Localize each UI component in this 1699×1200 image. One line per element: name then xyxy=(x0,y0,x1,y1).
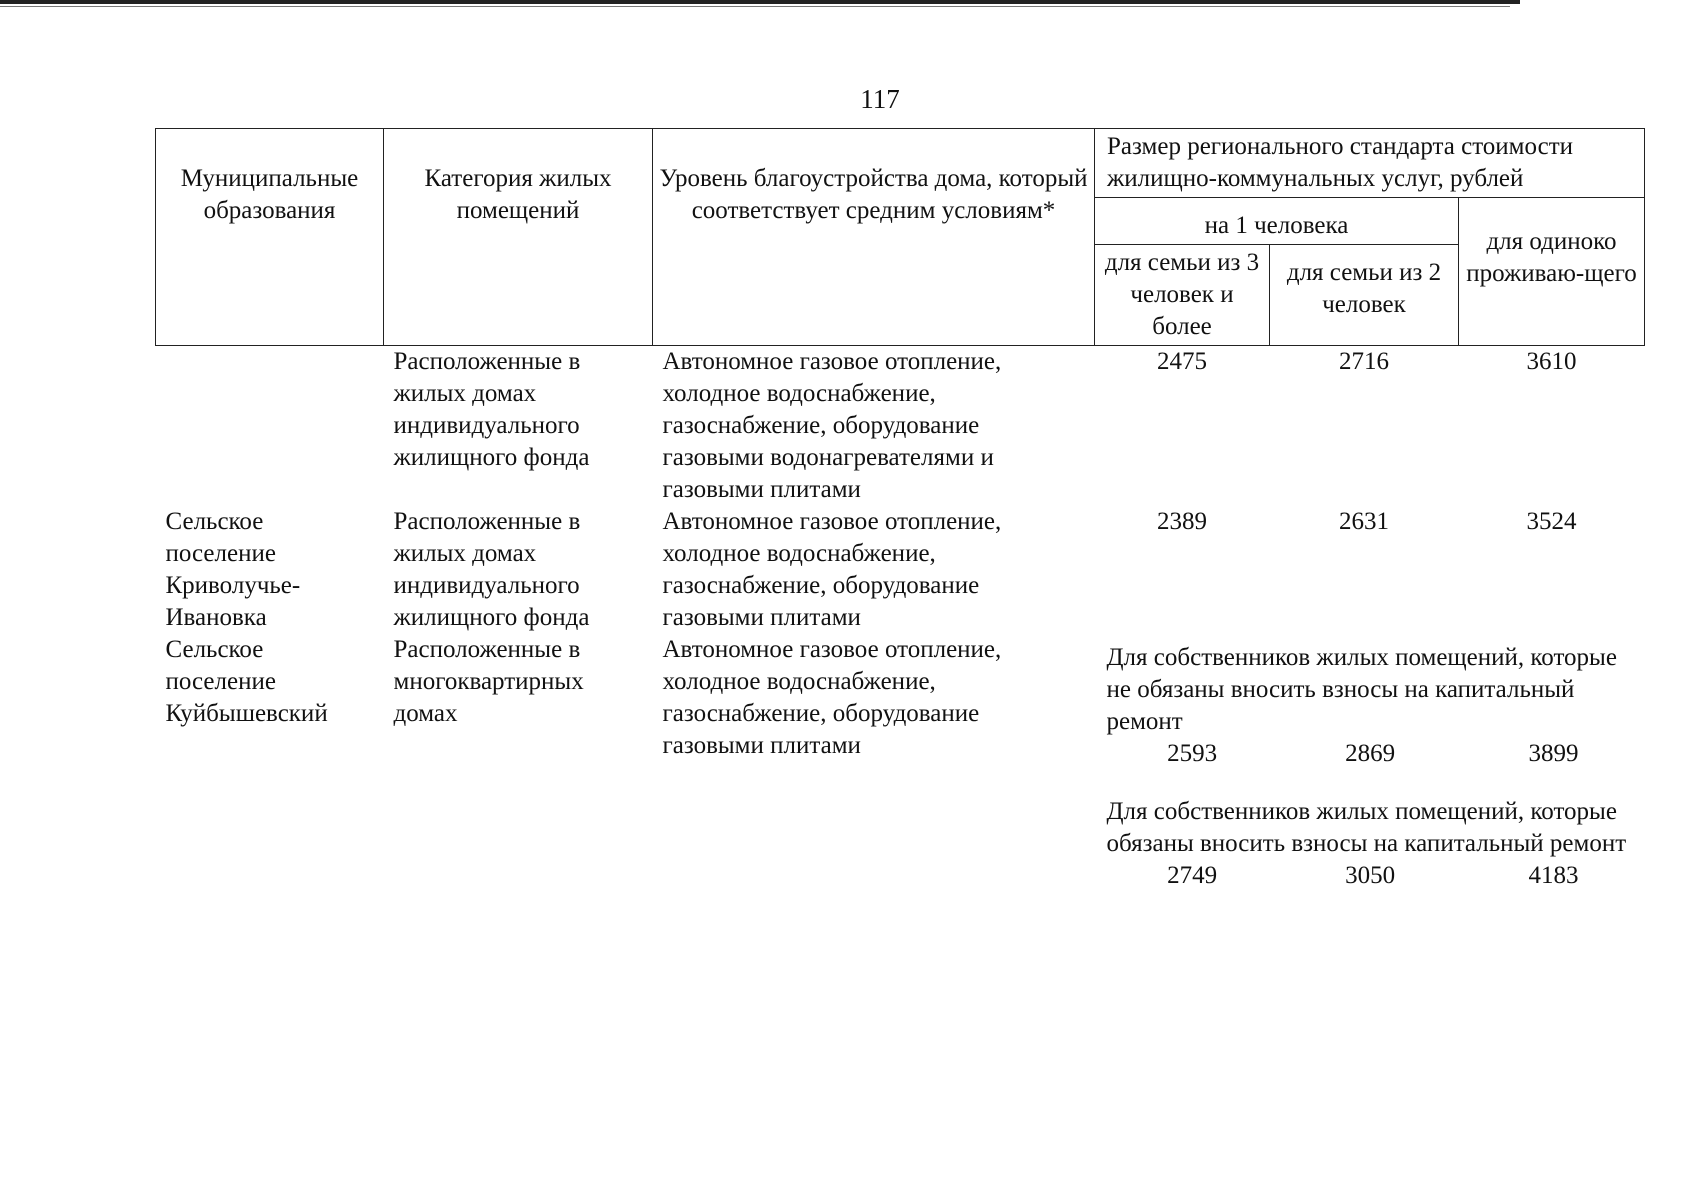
header-municipal: Муниципальные образования xyxy=(156,129,384,346)
note-values xyxy=(1107,860,1645,892)
owner-note-capital-repair xyxy=(1107,796,1645,892)
regional-standard-table xyxy=(155,128,1645,918)
cell-municipality: Сельское поселение Криволучье-Ивановка xyxy=(165,508,301,631)
value-family2: 2869 xyxy=(1345,740,1396,767)
value-single: 4183 xyxy=(1528,862,1579,889)
header-level: Уровень благоустройства дома, который соответствует средним условиям* xyxy=(653,129,1095,346)
header-family3: для семьи из 3 человек и более xyxy=(1095,245,1270,346)
cell-single: 3524 xyxy=(1526,508,1577,535)
cell-municipality xyxy=(156,346,384,507)
table-row xyxy=(156,506,1645,634)
header-per-person: на 1 человека xyxy=(1095,198,1459,245)
cell-category: Расположенные в многоквартирных домах xyxy=(393,636,584,727)
table-row xyxy=(156,346,1645,507)
cell-single: 3610 xyxy=(1526,348,1577,375)
note-values xyxy=(1107,738,1645,770)
page-number: 117 xyxy=(860,84,900,114)
cell-family3: 2389 xyxy=(1157,508,1207,535)
header-size: Размер регионального стандарта стоимости жилищно-коммунальных услуг, рублей xyxy=(1095,129,1645,198)
value-family3: 2749 xyxy=(1167,862,1218,889)
cell-level: Автономное газовое отопление, холодное водоснабжение, газоснабжение, оборудование газовыми плитами xyxy=(662,636,1002,759)
value-family2: 3050 xyxy=(1345,862,1396,889)
note-text: Для собственников жилых помещений, которые не обязаны вносить взносы на капитальный ремонт xyxy=(1106,644,1617,735)
top-border-line-thin xyxy=(0,6,1510,7)
value-family3: 2593 xyxy=(1167,740,1218,767)
header-category: Категория жилых помещений xyxy=(384,129,653,346)
owner-note-no-capital-repair xyxy=(1107,642,1645,770)
header-single: для одиноко проживаю-щего xyxy=(1459,198,1645,346)
value-single: 3899 xyxy=(1528,740,1579,767)
top-border-line xyxy=(0,0,1520,4)
cell-family2: 2631 xyxy=(1339,508,1389,535)
table-body xyxy=(156,346,1645,919)
table-row xyxy=(156,634,1645,918)
note-text: Для собственников жилых помещений, которые обязаны вносить взносы на капитальный ремонт xyxy=(1106,798,1627,857)
table-header xyxy=(156,129,1645,346)
cell-level: Автономное газовое отопление, холодное водоснабжение, газоснабжение, оборудование газовыми водонагревателями и газовыми плитами xyxy=(662,348,1002,503)
cell-category: Расположенные в жилых домах индивидуального жилищного фонда xyxy=(393,508,590,631)
cell-family3: 2475 xyxy=(1157,348,1207,375)
cell-family2: 2716 xyxy=(1339,348,1389,375)
header-family2: для семьи из 2 человек xyxy=(1270,245,1459,346)
cell-category: Расположенные в жилых домах индивидуального жилищного фонда xyxy=(393,348,590,471)
cell-owner-notes xyxy=(1095,634,1645,918)
cell-municipality: Сельское поселение Куйбышевский xyxy=(165,636,328,727)
cell-level: Автономное газовое отопление, холодное водоснабжение, газоснабжение, оборудование газовыми плитами xyxy=(662,508,1002,631)
